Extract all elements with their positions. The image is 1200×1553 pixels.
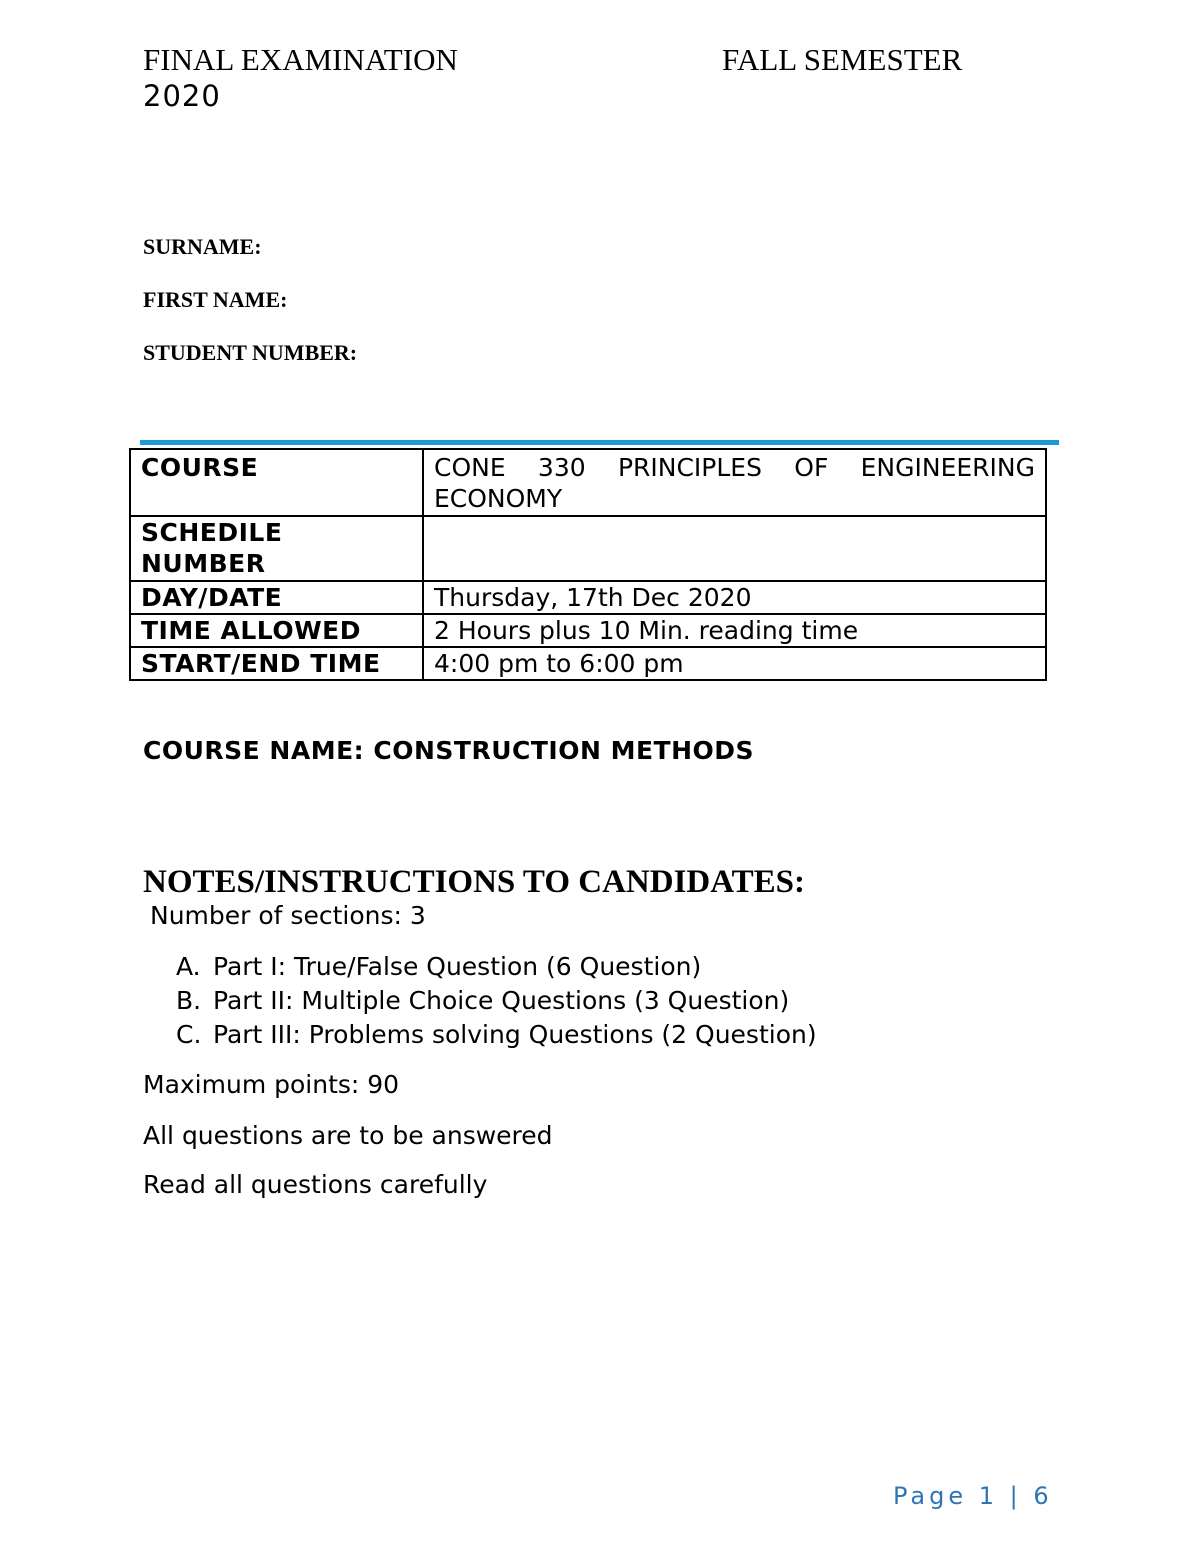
- surname-label: SURNAME:: [143, 234, 262, 259]
- list-item-text: Part I: True/False Question (6 Question): [213, 952, 702, 981]
- table-row: [130, 614, 1046, 647]
- semester-label: FALL SEMESTER: [722, 42, 963, 77]
- list-marker: B.: [176, 986, 202, 1015]
- table-cell-value: CONE 330 PRINCIPLES OF ENGINEERING ECONOMY: [423, 449, 1046, 516]
- table-cell-value: [423, 516, 1046, 581]
- first-name-label: FIRST NAME:: [143, 287, 288, 312]
- table-row: [130, 647, 1046, 680]
- list-item-text: Part III: Problems solving Questions (2 Question): [213, 1020, 817, 1049]
- list-item: [176, 984, 817, 1018]
- sections-count: Number of sections: 3: [150, 901, 426, 930]
- exam-year: 2020: [143, 79, 221, 113]
- table-cell-value: 4:00 pm to 6:00 pm: [423, 647, 1046, 680]
- student-number-label: STUDENT NUMBER:: [143, 340, 358, 365]
- max-points: Maximum points: 90: [143, 1070, 400, 1099]
- notes-heading: NOTES/INSTRUCTIONS TO CANDIDATES:: [143, 864, 806, 900]
- course-name-heading: COURSE NAME: CONSTRUCTION METHODS: [143, 736, 755, 765]
- list-marker: A.: [176, 952, 201, 981]
- list-item-text: Part II: Multiple Choice Questions (3 Question): [213, 986, 790, 1015]
- course-info-table: [129, 448, 1047, 681]
- table-cell-label: SCHEDILE NUMBER: [130, 516, 423, 581]
- page-number: Page 1 | 6: [893, 1482, 1053, 1510]
- header-divider: [140, 440, 1059, 445]
- exam-title: FINAL EXAMINATION: [143, 42, 458, 77]
- list-marker: C.: [176, 1020, 202, 1049]
- table-cell-label: START/END TIME: [130, 647, 423, 680]
- table-cell-value: Thursday, 17th Dec 2020: [423, 581, 1046, 614]
- all-answered-note: All questions are to be answered: [143, 1121, 553, 1150]
- parts-list: [176, 950, 817, 1052]
- table-cell-label: COURSE: [130, 449, 423, 516]
- table-cell-label: DAY/DATE: [130, 581, 423, 614]
- list-item: [176, 950, 817, 984]
- table-row: [130, 581, 1046, 614]
- list-item: [176, 1018, 817, 1052]
- table-row: [130, 449, 1046, 516]
- table-row: [130, 516, 1046, 581]
- table-cell-label: TIME ALLOWED: [130, 614, 423, 647]
- read-carefully-note: Read all questions carefully: [143, 1170, 488, 1199]
- table-cell-value: 2 Hours plus 10 Min. reading time: [423, 614, 1046, 647]
